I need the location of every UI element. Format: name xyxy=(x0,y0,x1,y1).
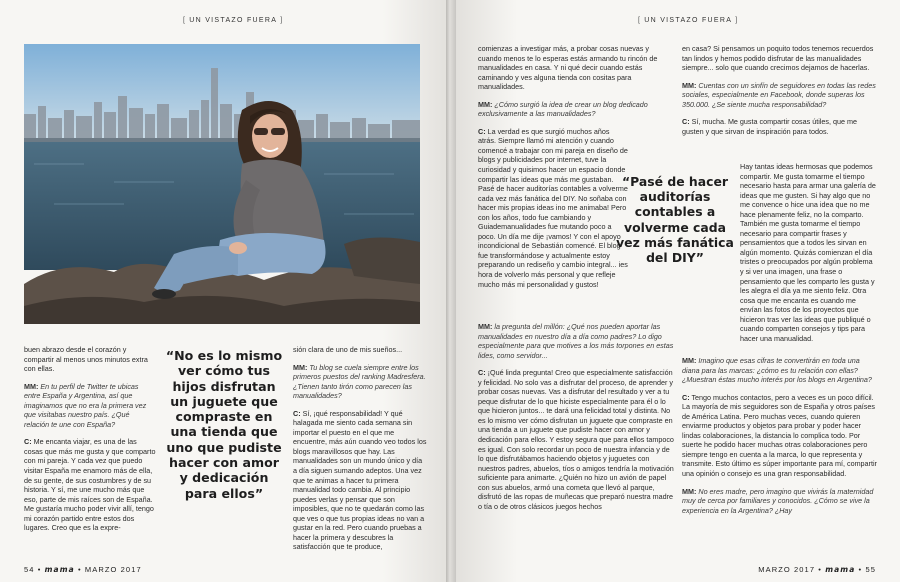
right-column-1-bottom xyxy=(478,322,674,519)
interviewer-label: MM: xyxy=(293,362,308,372)
folio-right: MARZO 2017 • mama • 55 xyxy=(758,565,876,574)
answer-paragraph xyxy=(682,117,878,136)
left-column-2 xyxy=(293,345,427,560)
question-paragraph xyxy=(682,81,878,110)
interviewer-label: MM: xyxy=(478,322,493,331)
question-text: Tu blog se cuela siempre entre los primeros puestos del ranking Madresfera. ¿Tienen tanto tirón como parecen las manualidades? xyxy=(293,362,426,401)
interviewer-label: MM: xyxy=(24,381,39,391)
question-text: Cuentas con un sinfín de seguidores en todas las redes sociales, especialmente en Facebook, donde superas los 350.000. ¿Se siente mucha responsabilidad? xyxy=(682,80,876,109)
interviewee-label: C: xyxy=(24,437,32,447)
answer-paragraph xyxy=(293,409,427,552)
right-column-2-wrap xyxy=(740,162,878,351)
answer-text: ¡Qué linda pregunta! Creo que especialmente satisfacción y felicidad. No solo vas a disfrutar del proceso, de aprender y probar cosas nuevas. Vas a disfrutar del resultado y ver a tu peque disfrutar de lo que hiciste especialmente para él o lo que hicieron juntos... te dará una felicidad total y distinta. No es lo mismo ver cómo disfrutan un juguete que compraste en una tienda a un juguete que pudiste hacer con amor y dedicación para ellos. Y estoy segura que para ellos tampoco es igual. Con solo recordar un poco de nuestra infancia y de lo que disfrutábamos haciendo objetos y juguetes con nuestros padres, abuelos, tíos o amigos tendría la motivación suficiente para animarte. ¿Quién no hizo un avión de papel con sus abuelos, armó una cometa que llevó al parque, disfrutó de las ropas de muñecas que preparó nuestra madre o tía o de otros clásicos juegos hechos xyxy=(478,368,674,511)
section-tag-right: [ UN VISTAZO FUERA ] xyxy=(638,17,739,24)
paragraph: en casa? Si pensamos un poquito todos tenemos recuerdos tan lindos y hemos podido disfrutar de las manualidades siempre... solo que cuando crecimos dejamos de hacerlas. xyxy=(682,44,874,73)
answer-paragraph xyxy=(478,127,628,289)
answer-text: Tengo muchos contactos, pero a veces es un poco difícil. La mayoría de mis seguidores son de España y otros países de América Latina. Pero muchas veces, cuando quieren enviarme productos y objetos para probar y poder hacer lindas colaboraciones, la distancia lo complica todo. Por suerte he podido hacer muchas otras colaboraciones pero siempre tengo en cuenta a la marca, lo que representa y transmite. Esto último es súper importante para mí, compartir una opinión o consejo es una gran responsabilidad. xyxy=(682,392,877,479)
interviewer-label: MM: xyxy=(478,99,493,109)
interviewer-label: MM: xyxy=(682,356,697,365)
question-text: la pregunta del millón: ¿Qué nos pueden aportar las manualidades en nuestro día a día como padres? Lo digo especialmente para que motives a los más torpones en estas lides, como servidor... xyxy=(478,322,674,360)
portrait-photo xyxy=(24,44,420,324)
question-text: ¿Cómo surgió la idea de crear un blog dedicado exclusivamente a las manualidades? xyxy=(478,99,648,119)
question-paragraph xyxy=(682,487,878,516)
interviewee-label: C: xyxy=(682,392,690,402)
paragraph: comienzas a investigar más, a probar cosas nuevas y cuando menos te lo esperas estás armando tu rincón de manualidades en casa. Y ni qué decir cuando estás caminando y ves alguna tienda con cositas para manualidades. xyxy=(478,44,658,92)
question-paragraph xyxy=(478,100,674,119)
question-text: En tu perfil de Twitter te ubicas entre España y Argentina, así que imaginamos que no era la primera vez que visitabas nuestro país. ¿Qué relación te une con España? xyxy=(24,381,147,429)
right-column-2-top xyxy=(682,44,878,144)
right-page xyxy=(450,0,900,582)
paragraph: sión clara de uno de mis sueños... xyxy=(293,345,403,354)
spine-shadow xyxy=(446,0,456,582)
section-tag-left: [ UN VISTAZO FUERA ] xyxy=(183,17,284,24)
answer-text: Sí, mucha. Me gusta compartir cosas útiles, que me gusten y que sirvan de inspiración para todos. xyxy=(682,117,857,136)
folio-left: 54 • mama • MARZO 2017 xyxy=(24,565,142,574)
interviewee-label: C: xyxy=(293,408,301,418)
answer-text: Me encanta viajar, es una de las cosas que más me gusta y que comparto con mi pareja. Y cada vez que puedo visitar España me enamoro más de ella, de su gente, de sus costumbres y de su historia. Y sí, me une mucho más que eso, parte de mis raíces son de España. Me gustaría mucho poder vivir allí, tengo mi corazón partido entre estos dos lugares. Creo que es la expre- xyxy=(24,437,156,533)
question-text: Imagino que esas cifras te convertirán en toda una diana para las marcas: ¿cómo es tu relación con ellas? ¿Muestran éstas mucho interés por los blogs en Argentina? xyxy=(682,356,872,385)
interviewer-label: MM: xyxy=(682,486,697,496)
question-paragraph xyxy=(682,356,878,385)
pull-quote-right: “Pasé de hacer auditorías contables a volverme cada vez más fanática del DIY” xyxy=(616,174,734,266)
interviewee-label: C: xyxy=(682,117,690,127)
question-paragraph xyxy=(478,322,674,360)
answer-paragraph xyxy=(478,368,674,511)
right-column-2-bottom xyxy=(682,356,878,523)
interviewer-label: MM: xyxy=(682,80,697,90)
answer-text: La verdad es que surgió muchos años atrás. Siempre llamó mi atención y cuando comencé a trabajar con mi pareja en diseño de blogs y publicidades por internet, tuve la curiosidad y quisimos hacer un espacio donde compartir las ideas que más me gustaban. Pasé de hacer auditorías contables a volverme cada vez más fanática del DIY. No soñaba con hacer mis propias ideas ino me animaba! Pero con los años, todo fue cambiando y Guiademanualidades fue mutando poco a poco. Un día me dije ¡vamos! Y con el apoyo incondicional de Sebastián comencé. El blog fue transformándose y actualmente estoy preparando un rediseño y cambio integral... ies hora de volverlo más personal y que refleje mucho más mi personalidad y gustos! xyxy=(478,126,628,289)
question-paragraph xyxy=(293,363,427,401)
answer-paragraph xyxy=(24,437,156,532)
interviewee-label: C: xyxy=(478,368,486,378)
question-text: No eres madre, pero imagino que vivirás la maternidad muy de cerca por familiares y conocidos. ¿Cómo se vive la experiencia en la Argentina? ¿Hay xyxy=(682,486,874,515)
left-column-1 xyxy=(24,345,156,541)
portrait-photo-illustration xyxy=(24,44,420,324)
answer-continuation: Hay tantas ideas hermosas que podemos compartir. Me gusta tomarme el tiempo necesario hasta para armar una galería de ideas que me gusten. Si hay algo que no me convence o hice una idea que no me hace plenamente feliz, no la comparto. También me gusta tomarme el tiempo necesario para compartir frases y pensamientos que a todos les sirvan en algún momento. Quizás comienzan el día tristes o preocupados por algún problema y si ver una imagen, una frase o pensamiento que les comparto les gusta y les alegra el día ya me siento feliz. Otra cosa que me encanta es cuando me envían las fotos de los proyectos que hicieron tras ver las ideas que publiqué o cuando comparten consejos y tips para hacer una manualidad. xyxy=(740,162,876,343)
interviewee-label: C: xyxy=(478,126,486,136)
answer-text: Sí, ¡qué responsabilidad! Y qué halagada me siento cada semana sin importar el puesto en el que me encuentre, más aún cuando veo todos los blogs maravillosos que hay. Las manualidades son un mundo único y día a día siguen sumando adeptos. Una vez que te animas a hacer tu primera manualidad todo cambia. Al principio puedes verlas y pensar que son imposibles, que no te quedarán como las que ves o que tus propias ideas no van a gustar en la red. Pero cuando pruebas a hacer la primera y descubres la satisfacción que te produce, xyxy=(293,408,427,552)
paragraph: buen abrazo desde el corazón y compartir al menos unos minutos extra con ellas. xyxy=(24,345,148,374)
pull-quote-left: “No es lo mismo ver cómo tus hijos disfrutan un juguete que compraste en una tienda que uno que pudiste hacer con amor y dedicación para ellos” xyxy=(165,348,283,501)
question-paragraph xyxy=(24,382,156,430)
answer-paragraph xyxy=(682,393,878,479)
